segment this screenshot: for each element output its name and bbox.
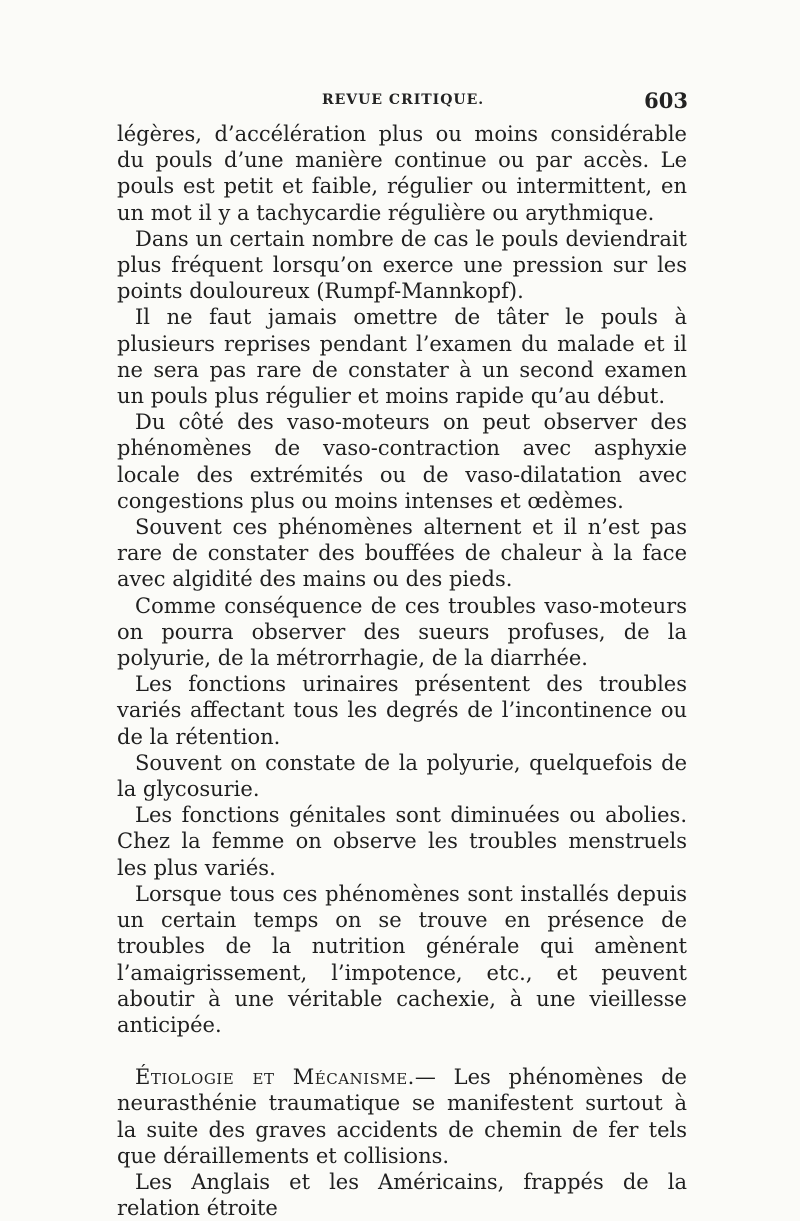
paragraph-10: Lorsque tous ces phénomènes sont installés depuis un certain temps on se trouve en présence de troubles de la nutrition générale qui amènent l’amaigrissement, l’impotence, etc., et peuvent aboutir à une véritable cachexie, à une vieillesse anticipée. [117, 881, 687, 1037]
section-text: Les phénomènes de neurasthénie traumatique se manifestent surtout à la suite des graves accidents de chemin de fer tels que déraillements et collisions. [117, 1065, 687, 1168]
paragraph-2: Dans un certain nombre de cas le pouls deviendrait plus fréquent lorsqu’on exerce une pression sur les points douloureux (Rumpf-Mannkopf). [117, 226, 687, 304]
paragraph-4: Du côté des vaso-moteurs on peut observer des phénomènes de vaso-contraction avec asphyxie locale des extrémités ou de vaso-dilatation avec congestions plus ou moins intenses et œdèmes. [117, 410, 687, 513]
body-text [117, 121, 687, 1221]
page-number: 603 [644, 88, 688, 113]
paragraph-7: Les fonctions urinaires présentent des troubles variés affectant tous les degrés de l’incontinence ou de la rétention. [117, 672, 687, 749]
section-dash: — [414, 1065, 436, 1090]
section-paragraph [117, 1064, 687, 1169]
paragraph-8: Souvent on constate de la polyurie, quelquefois de la glycosurie. [117, 750, 687, 802]
paragraph-6: Comme conséquence de ces troubles vaso-moteurs on pourra observer des sueurs profuses, de la polyurie, de la métrorrhagie, de la diarrhée. [117, 593, 687, 671]
page-header [118, 88, 688, 122]
final-paragraph: Les Anglais et les Américains, frappés de la relation étroite [117, 1169, 687, 1221]
paragraph-5: Souvent ces phénomènes alternent et il n’est pas rare de constater des bouffées de chaleur à la face avec algidité des mains ou des pieds. [117, 515, 687, 592]
running-title: REVUE CRITIQUE. [322, 92, 485, 108]
paragraph-9: Les fonctions génitales sont diminuées ou abolies. Chez la femme on observe les troubles menstruels les plus variés. [117, 803, 687, 880]
paragraph-3: Il ne faut jamais omettre de tâter le pouls à plusieurs reprises pendant l’examen du malade et il ne sera pas rare de constater à un second examen un pouls plus régulier et moins rapide qu’au début. [117, 305, 687, 409]
section-heading: Étiologie et Mécanisme. [135, 1065, 415, 1090]
paragraph-1: légères, d’accélération plus ou moins considérable du pouls d’une manière continue ou par accès. Le pouls est petit et faible, régulier ou intermittent, en un mot il y a tachycardie régulière ou arythmique. [117, 122, 687, 225]
